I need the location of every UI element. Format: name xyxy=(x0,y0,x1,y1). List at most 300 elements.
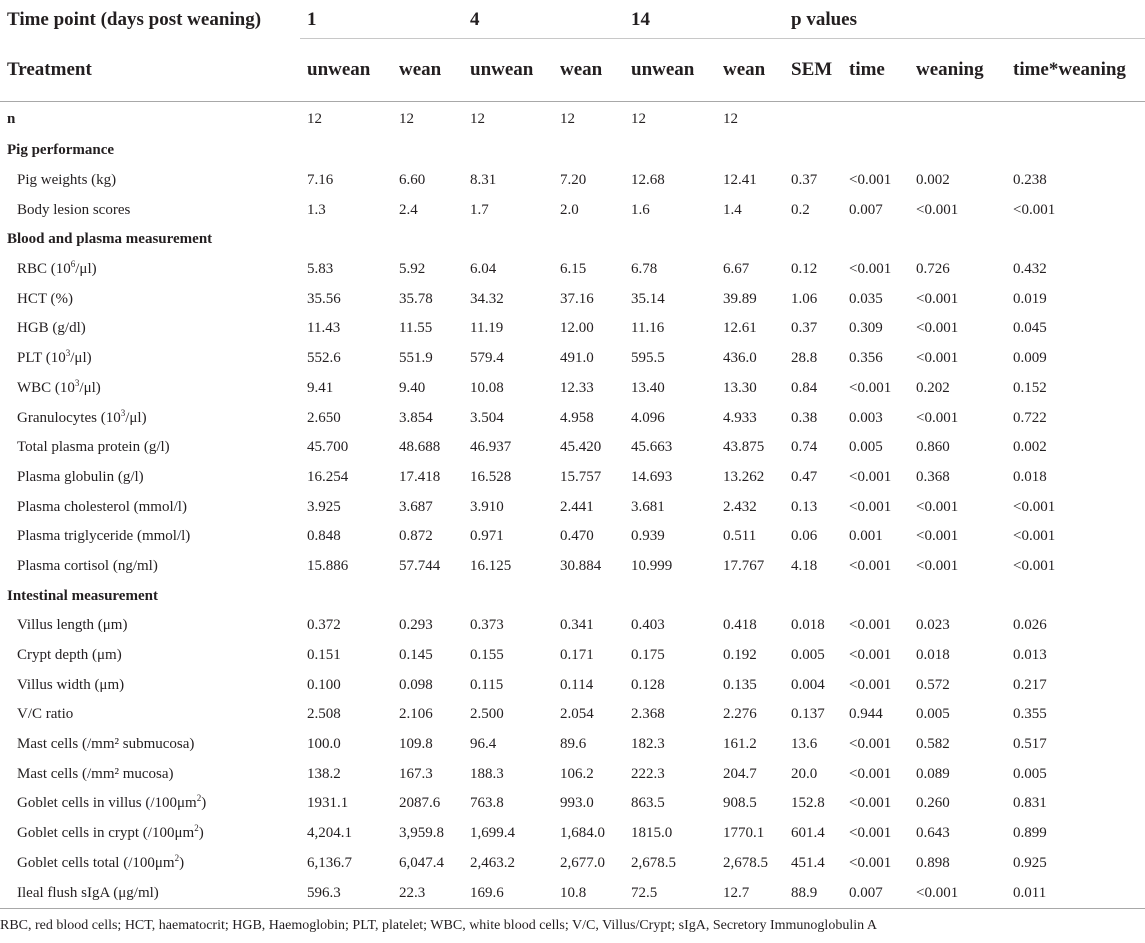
cell: 152.8 xyxy=(791,795,825,812)
cell: 0.238 xyxy=(1013,172,1047,189)
row-label xyxy=(0,819,300,849)
cell: 2.432 xyxy=(723,498,757,515)
cell: 0.001 xyxy=(849,528,883,545)
cell: 35.14 xyxy=(631,290,665,307)
row-label-text: WBC (10 xyxy=(17,379,75,396)
row-label-text: Plasma globulin (g/l) xyxy=(17,468,144,485)
row-label xyxy=(0,641,300,671)
row-label: n xyxy=(7,110,16,127)
row-label-text: Plasma cortisol (ng/ml) xyxy=(17,557,158,574)
cell: 579.4 xyxy=(470,350,504,367)
cell: 0.939 xyxy=(631,528,665,545)
cell: 0.572 xyxy=(916,676,950,693)
cell: 4.958 xyxy=(560,409,594,426)
cell: 0.098 xyxy=(399,676,433,693)
row-label xyxy=(0,403,300,433)
cell: 9.41 xyxy=(307,379,334,396)
cell: 0.726 xyxy=(916,261,950,278)
cell: 0.114 xyxy=(560,676,594,693)
cell: 491.0 xyxy=(560,350,594,367)
cell: 908.5 xyxy=(723,795,757,812)
cell: 13.40 xyxy=(631,379,665,396)
cell: 12.41 xyxy=(723,172,757,189)
cell: 1.7 xyxy=(470,201,489,218)
cell: 2.054 xyxy=(560,706,594,723)
cell: 12 xyxy=(560,110,575,127)
row-label-superscript: 6 xyxy=(70,259,76,270)
row-label-suffix: ) xyxy=(198,825,204,842)
cell: 45.700 xyxy=(307,439,349,456)
section-title: Blood and plasma measurement xyxy=(7,231,213,248)
cell: 12.7 xyxy=(723,884,750,901)
row-label-text: Plasma cholesterol (mmol/l) xyxy=(17,498,187,515)
cell: 0.137 xyxy=(791,706,825,723)
row-label-text: Plasma triglyceride (mmol/l) xyxy=(17,528,191,545)
row-label-suffix: /μl) xyxy=(125,409,147,426)
cell: 17.418 xyxy=(399,468,441,485)
cell: <0.001 xyxy=(849,617,892,634)
cell: 0.128 xyxy=(631,676,665,693)
table-row xyxy=(0,611,1145,641)
row-label-superscript: 3 xyxy=(65,348,71,359)
col-header: time*weaning xyxy=(1013,59,1126,80)
cell: 0.018 xyxy=(1013,468,1047,485)
table-row xyxy=(0,641,1145,671)
cell: 0.293 xyxy=(399,617,433,634)
cell: 2.441 xyxy=(560,498,594,515)
cell: 6.67 xyxy=(723,261,750,278)
section-title: Pig performance xyxy=(7,142,115,159)
cell: 4.096 xyxy=(631,409,665,426)
cell: 0.511 xyxy=(723,528,757,545)
cell: 0.06 xyxy=(791,528,818,545)
cell: 0.74 xyxy=(791,439,818,456)
cell: 5.83 xyxy=(307,261,334,278)
cell: 1815.0 xyxy=(631,825,673,842)
cell: 3.687 xyxy=(399,498,433,515)
cell: 0.007 xyxy=(849,201,883,218)
cell: 0.004 xyxy=(791,676,825,693)
cell: 13.262 xyxy=(723,468,765,485)
table-row xyxy=(0,492,1145,522)
cell: 45.420 xyxy=(560,439,602,456)
cell: 4,204.1 xyxy=(307,825,352,842)
cell: 0.971 xyxy=(470,528,504,545)
row-label-text: Goblet cells in villus (/100μm xyxy=(17,795,197,812)
cell: 0.368 xyxy=(916,468,950,485)
cell: 0.152 xyxy=(1013,379,1047,396)
section-header-row xyxy=(0,581,1145,611)
cell: 0.009 xyxy=(1013,350,1047,367)
cell: 0.026 xyxy=(1013,617,1047,634)
cell: 2,677.0 xyxy=(560,854,605,871)
cell: 0.37 xyxy=(791,172,818,189)
timepoint-1-header: 1 xyxy=(300,0,463,39)
cell: 0.848 xyxy=(307,528,341,545)
cell: 0.151 xyxy=(307,647,341,664)
cell: 0.12 xyxy=(791,261,818,278)
cell: 0.13 xyxy=(791,498,818,515)
cell: 0.84 xyxy=(791,379,818,396)
table-row xyxy=(0,284,1145,314)
cell: 109.8 xyxy=(399,736,433,753)
cell: 12 xyxy=(399,110,414,127)
cell: 3.854 xyxy=(399,409,433,426)
row-label xyxy=(0,522,300,552)
cell: 601.4 xyxy=(791,825,825,842)
cell: 0.002 xyxy=(1013,439,1047,456)
cell: 11.43 xyxy=(307,320,341,337)
cell: <0.001 xyxy=(849,765,892,782)
cell: 0.019 xyxy=(1013,290,1047,307)
cell: 106.2 xyxy=(560,765,594,782)
row-label xyxy=(0,166,300,196)
cell: <0.001 xyxy=(916,201,959,218)
cell: 138.2 xyxy=(307,765,341,782)
cell: 0.373 xyxy=(470,617,504,634)
cell: 35.56 xyxy=(307,290,341,307)
col-header: wean xyxy=(560,59,603,80)
cell: 169.6 xyxy=(470,884,504,901)
cell: <0.001 xyxy=(916,409,959,426)
table-row xyxy=(0,374,1145,404)
cell: <0.001 xyxy=(849,854,892,871)
cell: 0.356 xyxy=(849,350,883,367)
col-header: wean xyxy=(723,59,766,80)
cell: 30.884 xyxy=(560,557,602,574)
row-label xyxy=(0,849,300,879)
cell: 0.018 xyxy=(916,647,950,664)
row-label xyxy=(0,611,300,641)
cell: 1770.1 xyxy=(723,825,765,842)
cell: 436.0 xyxy=(723,350,757,367)
cell: 0.217 xyxy=(1013,676,1047,693)
cell: 0.005 xyxy=(1013,765,1047,782)
row-label-text: Crypt depth (μm) xyxy=(17,647,122,664)
cell: 72.5 xyxy=(631,884,658,901)
row-label-superscript: 3 xyxy=(120,407,126,418)
cell: 89.6 xyxy=(560,736,587,753)
cell: 0.035 xyxy=(849,290,883,307)
cell: 11.16 xyxy=(631,320,665,337)
cell: 0.872 xyxy=(399,528,433,545)
cell: 0.005 xyxy=(791,647,825,664)
cell: 552.6 xyxy=(307,350,341,367)
row-label-superscript: 2 xyxy=(194,823,199,834)
cell: 0.175 xyxy=(631,647,665,664)
cell: <0.001 xyxy=(1013,498,1056,515)
col-header: SEM xyxy=(791,59,833,80)
cell: 3,959.8 xyxy=(399,825,444,842)
col-header: unwean xyxy=(470,59,534,80)
row-label-text: Ileal flush sIgA (μg/ml) xyxy=(17,884,159,901)
cell: 0.018 xyxy=(791,617,825,634)
cell: 8.31 xyxy=(470,172,497,189)
cell: 993.0 xyxy=(560,795,594,812)
cell: 1.3 xyxy=(307,201,326,218)
row-label xyxy=(0,730,300,760)
cell: 28.8 xyxy=(791,350,818,367)
cell: 161.2 xyxy=(723,736,757,753)
cell: 0.925 xyxy=(1013,854,1047,871)
cell: 12 xyxy=(307,110,322,127)
section-header-row xyxy=(0,225,1145,255)
row-label xyxy=(0,670,300,700)
cell: 0.860 xyxy=(916,439,950,456)
cell: <0.001 xyxy=(849,261,892,278)
col-header: wean xyxy=(399,59,442,80)
row-label-superscript: 2 xyxy=(196,793,202,804)
cell: 0.115 xyxy=(470,676,504,693)
row-label xyxy=(0,492,300,522)
cell: 0.013 xyxy=(1013,647,1047,664)
row-label xyxy=(0,433,300,463)
cell: 35.78 xyxy=(399,290,433,307)
cell: 0.192 xyxy=(723,647,757,664)
p-values-header: p values xyxy=(784,0,1145,39)
row-label-text: Mast cells (/mm² submucosa) xyxy=(17,736,195,753)
cell: 16.125 xyxy=(470,557,512,574)
cell: 0.898 xyxy=(916,854,950,871)
cell: 2087.6 xyxy=(399,795,441,812)
cell: 16.528 xyxy=(470,468,512,485)
cell: 0.341 xyxy=(560,617,594,634)
cell: 10.08 xyxy=(470,379,504,396)
cell: 22.3 xyxy=(399,884,426,901)
cell: <0.001 xyxy=(916,557,959,574)
row-label-text: Villus width (μm) xyxy=(17,676,125,693)
cell: 0.403 xyxy=(631,617,665,634)
cell: <0.001 xyxy=(916,290,959,307)
cell: 0.011 xyxy=(1013,884,1047,901)
cell: 0.37 xyxy=(791,320,818,337)
cell: <0.001 xyxy=(916,350,959,367)
cell: 12 xyxy=(631,110,646,127)
cell: 0.002 xyxy=(916,172,950,189)
table-row xyxy=(0,552,1145,582)
cell: 596.3 xyxy=(307,884,341,901)
col-header: time xyxy=(849,59,885,80)
cell: 0.003 xyxy=(849,409,883,426)
col-header: unwean xyxy=(631,59,695,80)
row-label xyxy=(0,759,300,789)
cell: <0.001 xyxy=(849,736,892,753)
cell: 4.933 xyxy=(723,409,757,426)
cell: 1.4 xyxy=(723,201,742,218)
cell: 2.106 xyxy=(399,706,433,723)
cell: 2,678.5 xyxy=(631,854,676,871)
row-label-text: HCT (%) xyxy=(17,290,73,307)
cell: 6.78 xyxy=(631,261,658,278)
cell: 167.3 xyxy=(399,765,433,782)
cell: 10.8 xyxy=(560,884,587,901)
timepoint-4-header: 4 xyxy=(463,0,624,39)
cell: <0.001 xyxy=(1013,557,1056,574)
cell xyxy=(842,102,909,137)
cell: 96.4 xyxy=(470,736,497,753)
cell: 863.5 xyxy=(631,795,665,812)
cell: <0.001 xyxy=(916,320,959,337)
cell: 0.202 xyxy=(916,379,950,396)
table-row xyxy=(0,730,1145,760)
cell xyxy=(1006,102,1145,137)
cell: <0.001 xyxy=(849,795,892,812)
cell: 2,463.2 xyxy=(470,854,515,871)
cell: 0.944 xyxy=(849,706,883,723)
row-label xyxy=(0,878,300,908)
row-label-suffix: ) xyxy=(201,795,207,812)
row-label xyxy=(0,195,300,225)
cell: 551.9 xyxy=(399,350,433,367)
row-label-text: Pig weights (kg) xyxy=(17,172,117,189)
cell: 46.937 xyxy=(470,439,512,456)
cell: 0.309 xyxy=(849,320,883,337)
cell: 37.16 xyxy=(560,290,594,307)
table-row xyxy=(0,878,1145,908)
cell: 6.04 xyxy=(470,261,497,278)
row-label xyxy=(0,463,300,493)
cell: 12.33 xyxy=(560,379,594,396)
row-label-suffix: /μl) xyxy=(79,379,101,396)
cell: 0.145 xyxy=(399,647,433,664)
cell: <0.001 xyxy=(849,172,892,189)
cell: 6.60 xyxy=(399,172,426,189)
cell: <0.001 xyxy=(1013,201,1056,218)
cell: <0.001 xyxy=(849,498,892,515)
row-label xyxy=(0,552,300,582)
cell: <0.001 xyxy=(849,647,892,664)
row-label-text: PLT (10 xyxy=(17,350,66,367)
row-label-text: Total plasma protein (g/l) xyxy=(17,439,170,456)
cell: 1,684.0 xyxy=(560,825,605,842)
cell: 3.925 xyxy=(307,498,341,515)
cell: 11.19 xyxy=(470,320,504,337)
cell: 0.005 xyxy=(849,439,883,456)
cell: 451.4 xyxy=(791,854,825,871)
cell: 188.3 xyxy=(470,765,504,782)
cell: 88.9 xyxy=(791,884,818,901)
cell: 595.5 xyxy=(631,350,665,367)
cell: 12 xyxy=(723,110,738,127)
row-label xyxy=(0,789,300,819)
cell: 182.3 xyxy=(631,736,665,753)
cell: 0.831 xyxy=(1013,795,1047,812)
cell: 15.886 xyxy=(307,557,349,574)
col-header: weaning xyxy=(916,59,984,80)
cell xyxy=(909,102,1006,137)
row-label-suffix: /μl) xyxy=(75,261,97,278)
cell: 45.663 xyxy=(631,439,673,456)
row-label xyxy=(0,374,300,404)
header-row-treatment xyxy=(0,39,1145,102)
cell: 3.910 xyxy=(470,498,504,515)
row-label-text: Mast cells (/mm² mucosa) xyxy=(17,765,174,782)
section-header-row xyxy=(0,136,1145,166)
cell: 12 xyxy=(470,110,485,127)
cell: <0.001 xyxy=(916,528,959,545)
cell: 0.100 xyxy=(307,676,341,693)
cell: 6,136.7 xyxy=(307,854,352,871)
cell: 0.899 xyxy=(1013,825,1047,842)
cell: 0.432 xyxy=(1013,261,1047,278)
row-label-text: HGB (g/dl) xyxy=(17,320,86,337)
cell: 11.55 xyxy=(399,320,433,337)
cell: 13.30 xyxy=(723,379,757,396)
cell: 39.89 xyxy=(723,290,757,307)
row-label-superscript: 2 xyxy=(174,852,180,863)
cell: 0.470 xyxy=(560,528,594,545)
row-label-text: Granulocytes (10 xyxy=(17,409,121,426)
cell: 0.2 xyxy=(791,201,810,218)
cell: 0.023 xyxy=(916,617,950,634)
table-row xyxy=(0,195,1145,225)
table-row-n xyxy=(0,102,1145,137)
cell: 48.688 xyxy=(399,439,441,456)
table-row xyxy=(0,789,1145,819)
cell: 12.00 xyxy=(560,320,594,337)
cell: 7.16 xyxy=(307,172,334,189)
cell: 2.508 xyxy=(307,706,341,723)
table-row xyxy=(0,166,1145,196)
table-row xyxy=(0,344,1145,374)
cell: 0.582 xyxy=(916,736,950,753)
cell: 0.418 xyxy=(723,617,757,634)
row-label-text: RBC (10 xyxy=(17,261,71,278)
row-label-text: V/C ratio xyxy=(17,706,74,723)
cell: <0.001 xyxy=(849,468,892,485)
cell: 0.47 xyxy=(791,468,818,485)
row-label-text: Villus length (μm) xyxy=(17,617,128,634)
table-row xyxy=(0,819,1145,849)
cell: 0.089 xyxy=(916,765,950,782)
row-label xyxy=(0,284,300,314)
cell: 6,047.4 xyxy=(399,854,444,871)
cell: 0.260 xyxy=(916,795,950,812)
cell: 1.6 xyxy=(631,201,650,218)
cell: 16.254 xyxy=(307,468,349,485)
cell: <0.001 xyxy=(849,676,892,693)
cell: 0.007 xyxy=(849,884,883,901)
cell: 0.045 xyxy=(1013,320,1047,337)
cell: 222.3 xyxy=(631,765,665,782)
cell: 2,678.5 xyxy=(723,854,768,871)
cell: 57.744 xyxy=(399,557,441,574)
cell: 100.0 xyxy=(307,736,341,753)
col-header: unwean xyxy=(307,59,371,80)
cell: 3.504 xyxy=(470,409,504,426)
cell: 2.500 xyxy=(470,706,504,723)
row-label-text: Goblet cells in crypt (/100μm xyxy=(17,825,195,842)
cell: 2.0 xyxy=(560,201,579,218)
cell: 14.693 xyxy=(631,468,673,485)
table-row xyxy=(0,314,1145,344)
cell: 13.6 xyxy=(791,736,818,753)
row-label xyxy=(0,344,300,374)
cell: <0.001 xyxy=(849,379,892,396)
cell: 0.155 xyxy=(470,647,504,664)
row-label-superscript: 3 xyxy=(74,377,80,388)
cell: 204.7 xyxy=(723,765,757,782)
cell xyxy=(784,102,842,137)
table-body xyxy=(0,102,1145,908)
cell: 0.171 xyxy=(560,647,594,664)
cell: 7.20 xyxy=(560,172,587,189)
table-row xyxy=(0,759,1145,789)
cell: 1.06 xyxy=(791,290,818,307)
cell: 5.92 xyxy=(399,261,426,278)
cell: 9.40 xyxy=(399,379,426,396)
table-row xyxy=(0,849,1145,879)
